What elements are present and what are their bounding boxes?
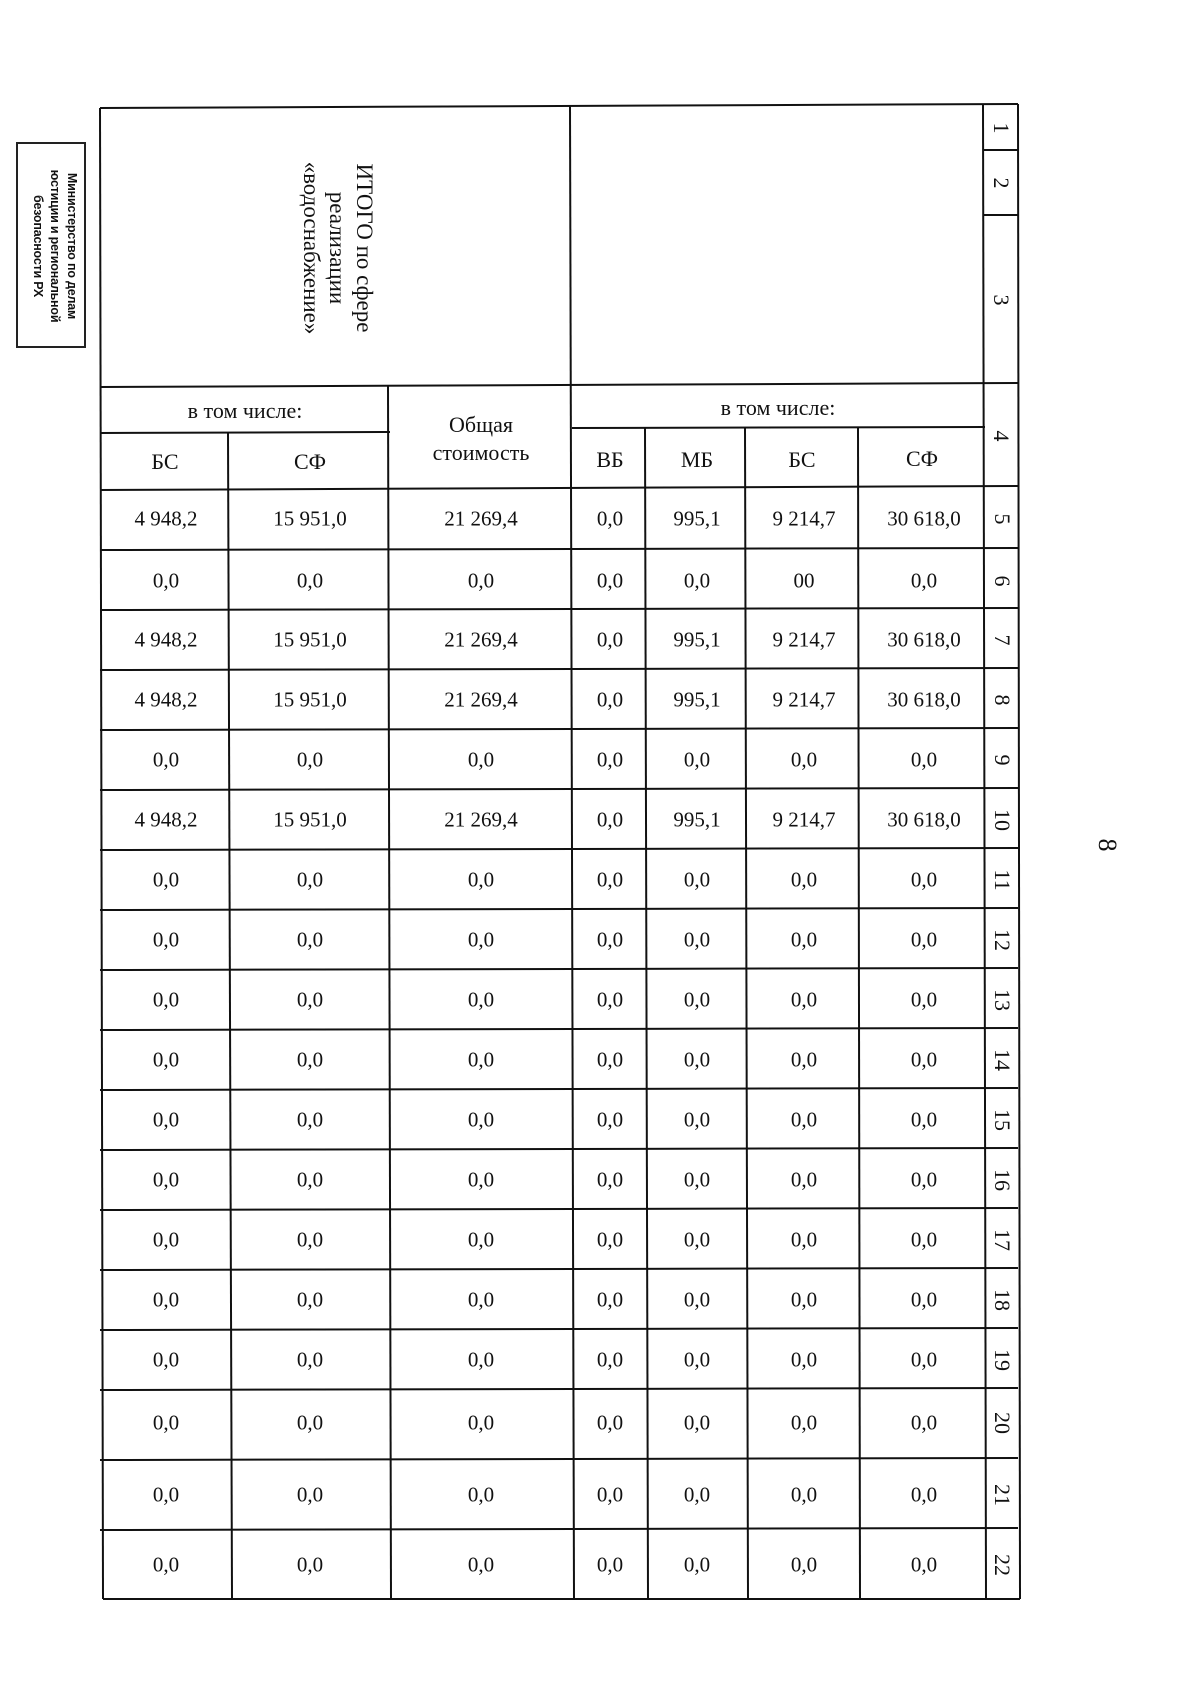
table-cell: 0,0 xyxy=(596,987,624,1012)
row-number: 10 xyxy=(990,809,1015,831)
table-cell: 0,0 xyxy=(296,927,324,952)
table-cell: 0,0 xyxy=(296,568,324,593)
table-cell: 0,0 xyxy=(790,1410,818,1435)
table-cell: 0,0 xyxy=(910,747,938,772)
table-cell: 0,0 xyxy=(596,1287,624,1312)
row-number: 15 xyxy=(990,1109,1015,1131)
table-cell: 0,0 xyxy=(152,867,180,892)
table-cell: 0,0 xyxy=(910,1552,938,1577)
table-cell: 0,0 xyxy=(790,747,818,772)
table-cell: 0,0 xyxy=(296,1287,324,1312)
table-cell: 0,0 xyxy=(683,1552,711,1577)
table-cell: 995,1 xyxy=(673,807,721,832)
table-cell: 0,0 xyxy=(296,1482,324,1507)
table-cell: 0,0 xyxy=(596,1107,624,1132)
table-cell: 0,0 xyxy=(296,1227,324,1252)
table-cell: 0,0 xyxy=(152,1047,180,1072)
row-number: 21 xyxy=(990,1484,1015,1506)
table-cell: 0,0 xyxy=(152,1482,180,1507)
left-column-sf: СФ xyxy=(293,449,327,474)
table-cell: 0,0 xyxy=(790,1552,818,1577)
table-cell: 0,0 xyxy=(152,1107,180,1132)
table-cell: 0,0 xyxy=(683,568,711,593)
table-cell: 0,0 xyxy=(596,687,624,712)
table-cell: 9 214,7 xyxy=(772,627,836,652)
row-number: 12 xyxy=(990,929,1015,951)
table-cell: 0,0 xyxy=(910,1107,938,1132)
table-cell: 0,0 xyxy=(683,1347,711,1372)
left-group-header: в том числе: xyxy=(187,398,303,423)
table-cell: 0,0 xyxy=(152,1227,180,1252)
right-column-sf: СФ xyxy=(905,446,939,471)
right-group-header: в том числе: xyxy=(720,395,836,420)
table-cell: 0,0 xyxy=(296,1167,324,1192)
table-cell: 30 618,0 xyxy=(887,687,961,712)
table-cell: 0,0 xyxy=(596,1552,624,1577)
table-cell: 0,0 xyxy=(296,1552,324,1577)
table-cell: 0,0 xyxy=(596,807,624,832)
table-cell: 4 948,2 xyxy=(134,687,198,712)
table-cell: 0,0 xyxy=(910,568,938,593)
table-cell: 0,0 xyxy=(910,1287,938,1312)
table-cell: 0,0 xyxy=(596,627,624,652)
table-cell: 0,0 xyxy=(596,1410,624,1435)
table-cell: 0,0 xyxy=(152,1552,180,1577)
table-cell: 0,0 xyxy=(596,506,624,531)
table-cell: 15 951,0 xyxy=(273,807,347,832)
table-cell: 0,0 xyxy=(152,1347,180,1372)
table-cell: 0,0 xyxy=(152,1287,180,1312)
total-header-line-2: стоимость xyxy=(432,440,530,465)
table-cell: 9 214,7 xyxy=(772,807,836,832)
table-cell: 15 951,0 xyxy=(273,506,347,531)
table-cell: 0,0 xyxy=(910,1047,938,1072)
table-cell: 0,0 xyxy=(596,1482,624,1507)
table-cell: 0,0 xyxy=(910,1227,938,1252)
table-cell: 0,0 xyxy=(910,1167,938,1192)
column-number-4: 4 xyxy=(989,430,1014,442)
row-number: 9 xyxy=(990,754,1015,766)
table-cell: 0,0 xyxy=(152,747,180,772)
table-cell: 0,0 xyxy=(790,1107,818,1132)
row-number: 6 xyxy=(990,575,1015,587)
table-cell: 0,0 xyxy=(683,867,711,892)
table-cell: 0,0 xyxy=(296,1410,324,1435)
table-cell: 0,0 xyxy=(790,987,818,1012)
table-cell: 0,0 xyxy=(467,747,495,772)
table-cell: 30 618,0 xyxy=(887,627,961,652)
table-cell: 0,0 xyxy=(910,1482,938,1507)
table-cell: 0,0 xyxy=(467,1287,495,1312)
table-cell: 0,0 xyxy=(790,1047,818,1072)
table-cell: 0,0 xyxy=(467,987,495,1012)
total-header-line-1: Общая xyxy=(449,412,513,437)
table-cell: 0,0 xyxy=(910,1410,938,1435)
row-number: 11 xyxy=(990,869,1015,891)
table-cell: 0,0 xyxy=(296,1347,324,1372)
table-cell: 21 269,4 xyxy=(444,687,518,712)
table-cell: 0,0 xyxy=(683,1167,711,1192)
table-cell: 0,0 xyxy=(596,927,624,952)
right-column-vb: ВБ xyxy=(596,447,624,472)
table-cell: 0,0 xyxy=(296,1107,324,1132)
table-cell: 0,0 xyxy=(152,1410,180,1435)
table-cell: 995,1 xyxy=(673,627,721,652)
table-cell: 0,0 xyxy=(467,1107,495,1132)
table-cell: 0,0 xyxy=(296,747,324,772)
table-cell: 0,0 xyxy=(596,747,624,772)
table-cell: 0,0 xyxy=(790,1482,818,1507)
table-cell: 30 618,0 xyxy=(887,807,961,832)
table-cell: 0,0 xyxy=(596,1167,624,1192)
table-cell: 0,0 xyxy=(683,1047,711,1072)
table-cell: 4 948,2 xyxy=(134,506,198,531)
table-cell: 0,0 xyxy=(467,1227,495,1252)
table-cell: 0,0 xyxy=(152,927,180,952)
table-cell: 0,0 xyxy=(296,867,324,892)
table-cell: 0,0 xyxy=(152,1167,180,1192)
table-cell: 0,0 xyxy=(910,1347,938,1372)
stamp-line-3: безопасности РХ xyxy=(31,194,45,298)
table-cell: 15 951,0 xyxy=(273,687,347,712)
table-cell: 21 269,4 xyxy=(444,506,518,531)
row-number: 5 xyxy=(990,513,1015,525)
table-cell: 0,0 xyxy=(467,568,495,593)
table-cell: 30 618,0 xyxy=(887,506,961,531)
table-cell: 0,0 xyxy=(596,1227,624,1252)
table-cell: 0,0 xyxy=(596,867,624,892)
table-cell: 0,0 xyxy=(790,1167,818,1192)
row-number: 22 xyxy=(990,1554,1015,1576)
table-cell: 0,0 xyxy=(467,1410,495,1435)
row-number: 17 xyxy=(990,1229,1015,1251)
table-cell: 0,0 xyxy=(296,1047,324,1072)
right-column-bs: БС xyxy=(788,447,816,472)
row-number: 19 xyxy=(990,1349,1015,1371)
table-cell: 21 269,4 xyxy=(444,627,518,652)
table-cell: 9 214,7 xyxy=(772,506,836,531)
table-cell: 0,0 xyxy=(683,1107,711,1132)
table-cell: 0,0 xyxy=(790,867,818,892)
table-cell: 0,0 xyxy=(467,1482,495,1507)
table-cell: 4 948,2 xyxy=(134,807,198,832)
table-cell: 0,0 xyxy=(683,987,711,1012)
table-cell: 0,0 xyxy=(790,927,818,952)
table-cell: 0,0 xyxy=(683,747,711,772)
title-line-1: ИТОГО по сфере xyxy=(352,163,377,333)
table-cell: 0,0 xyxy=(790,1227,818,1252)
table-cell: 21 269,4 xyxy=(444,807,518,832)
row-number: 7 xyxy=(990,634,1015,646)
table-cell: 0,0 xyxy=(596,568,624,593)
column-number-3: 3 xyxy=(989,294,1014,306)
table-cell: 0,0 xyxy=(152,987,180,1012)
title-line-2: реализации xyxy=(325,191,350,305)
table-cell: 0,0 xyxy=(683,1482,711,1507)
row-number: 13 xyxy=(990,989,1015,1011)
table-cell: 0,0 xyxy=(467,867,495,892)
table-cell: 0,0 xyxy=(910,987,938,1012)
table-cell: 4 948,2 xyxy=(134,627,198,652)
table-cell: 995,1 xyxy=(673,506,721,531)
stamp-line-1: Министерство по делам xyxy=(65,172,79,320)
table-cell: 15 951,0 xyxy=(273,627,347,652)
table-cell: 0,0 xyxy=(683,1287,711,1312)
table-cell: 0,0 xyxy=(596,1347,624,1372)
column-number-1: 1 xyxy=(989,122,1014,134)
table-cell: 00 xyxy=(793,568,815,593)
column-number-2: 2 xyxy=(989,177,1014,189)
stamp-line-2: юстиции и региональной xyxy=(48,169,62,323)
table-cell: 0,0 xyxy=(910,927,938,952)
table-cell: 995,1 xyxy=(673,687,721,712)
row-number: 16 xyxy=(990,1169,1015,1191)
right-column-mb: МБ xyxy=(680,447,714,472)
row-number: 8 xyxy=(990,694,1015,706)
table-cell: 0,0 xyxy=(467,1347,495,1372)
table-cell: 0,0 xyxy=(683,927,711,952)
table-cell: 0,0 xyxy=(467,1552,495,1577)
table-cell: 0,0 xyxy=(910,867,938,892)
title-line-3: «водоснабжение» xyxy=(299,161,324,335)
table-cell: 0,0 xyxy=(596,1047,624,1072)
table-cell: 0,0 xyxy=(683,1227,711,1252)
table-cell: 0,0 xyxy=(790,1287,818,1312)
left-column-bs: БС xyxy=(151,449,179,474)
row-number: 18 xyxy=(990,1289,1015,1311)
table-cell: 0,0 xyxy=(296,987,324,1012)
table-cell: 0,0 xyxy=(467,1167,495,1192)
table-cell: 0,0 xyxy=(467,927,495,952)
row-number: 14 xyxy=(990,1049,1015,1071)
table-cell: 0,0 xyxy=(683,1410,711,1435)
row-number: 20 xyxy=(990,1412,1015,1434)
page-number: 8 xyxy=(1093,838,1122,852)
table-cell: 0,0 xyxy=(152,568,180,593)
table-cell: 0,0 xyxy=(790,1347,818,1372)
table-cell: 9 214,7 xyxy=(772,687,836,712)
ministry-stamp xyxy=(16,142,86,348)
table-cell: 0,0 xyxy=(467,1047,495,1072)
